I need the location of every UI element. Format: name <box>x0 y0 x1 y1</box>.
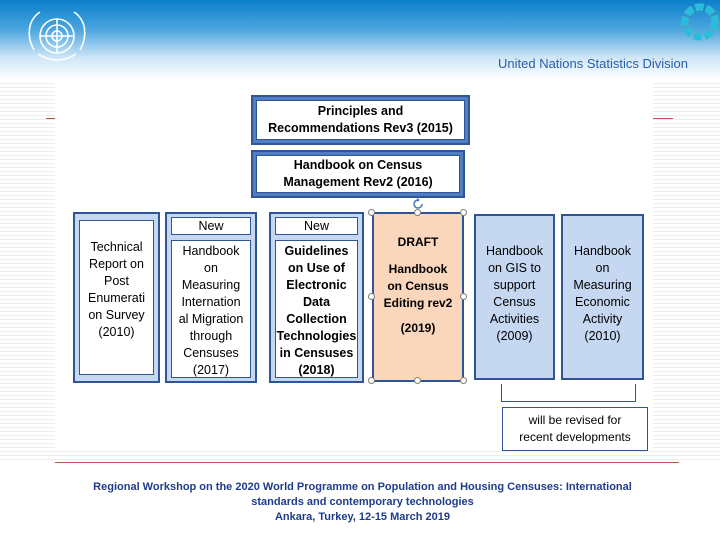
resize-handle[interactable] <box>414 377 421 384</box>
col2-line: al Migration <box>178 312 244 326</box>
resize-handle[interactable] <box>368 377 375 384</box>
col5-line: Handbook <box>486 244 543 258</box>
col6-line: on <box>595 261 610 275</box>
new-label: New <box>171 217 251 235</box>
sdg-wheel-icon <box>668 0 720 52</box>
revision-note-box <box>502 407 648 451</box>
electronic-data-collection-box <box>269 212 364 383</box>
footer-line-3: Ankara, Turkey, 12-15 March 2019 <box>274 511 451 523</box>
col4-year: (2019) <box>400 321 436 335</box>
resize-handle[interactable] <box>460 377 467 384</box>
resize-handle[interactable] <box>460 293 467 300</box>
col5-line: Activities <box>489 312 540 326</box>
col6-line: Economic <box>575 295 630 309</box>
col5-line: support <box>493 278 536 292</box>
col2-line: Internation <box>181 295 241 309</box>
col2-line: Handbook <box>182 244 240 258</box>
col1-line: Technical <box>90 240 143 254</box>
division-title: United Nations Statistics Division <box>498 56 689 71</box>
col3-line: Data <box>302 295 331 309</box>
col3-line: Collection <box>286 312 347 326</box>
un-emblem-icon <box>22 6 92 68</box>
col3-line: in Censuses <box>279 346 354 360</box>
col5-line: on GIS to <box>488 261 541 275</box>
col3-line: (2018) <box>298 363 335 377</box>
col5-line: Census <box>493 295 536 309</box>
footer-line-1: Regional Workshop on the 2020 World Programme on Population and Housing Censuses: International <box>93 481 632 493</box>
col5-line: (2009) <box>496 329 533 343</box>
col6-line: Measuring <box>573 278 632 292</box>
col4-line: Handbook <box>388 262 448 276</box>
top-box-2-line-2: Management Rev2 (2016) <box>283 175 433 189</box>
top-box-1-line-2: Recommendations Rev3 (2015) <box>268 121 453 135</box>
col1-line: Enumerati <box>88 291 145 305</box>
col4-line: on Census <box>387 279 449 293</box>
col2-line: Censuses <box>183 346 239 360</box>
group-bracket <box>501 384 636 402</box>
col3-line: Technologies <box>276 329 357 343</box>
header-banner <box>0 0 720 80</box>
col1-line: Report on <box>89 257 144 271</box>
footer-line-2: standards and contemporary technologies <box>251 496 474 508</box>
top-box-1-line-1: Principles and <box>317 104 404 118</box>
col1-line: on Survey <box>88 308 145 322</box>
col6-line: Handbook <box>574 244 631 258</box>
col2-line: Measuring <box>181 278 241 292</box>
economic-activity-handbook-box <box>561 214 644 380</box>
col2-line: through <box>189 329 233 343</box>
col4-line: Editing rev2 <box>383 296 453 310</box>
rotate-handle-icon[interactable] <box>411 197 425 211</box>
census-editing-draft-box[interactable] <box>372 212 464 382</box>
migration-handbook-box <box>165 212 257 383</box>
new-label: New <box>275 217 358 235</box>
col3-line: Electronic <box>286 278 347 292</box>
slide-diagram <box>55 80 653 450</box>
revision-note-line: will be revised for <box>528 413 622 427</box>
resize-handle[interactable] <box>368 209 375 216</box>
col3-line: on Use of <box>288 261 345 275</box>
col1-line: (2010) <box>98 325 135 339</box>
col6-line: (2010) <box>584 329 621 343</box>
census-management-box <box>251 150 465 198</box>
col1-line: Post <box>103 274 129 288</box>
top-box-2-line-1: Handbook on Census <box>293 158 423 172</box>
resize-handle[interactable] <box>368 293 375 300</box>
col2-line: on <box>204 261 218 275</box>
revision-note-line: recent developments <box>519 430 631 444</box>
footer-divider <box>55 462 679 463</box>
principles-recommendations-box <box>251 95 470 145</box>
technical-report-box <box>73 212 160 383</box>
gis-handbook-box <box>474 214 555 380</box>
draft-label: DRAFT <box>397 235 439 249</box>
col2-line: (2017) <box>192 363 230 377</box>
accent-line-right <box>653 118 673 119</box>
footer-caption <box>60 480 665 525</box>
col3-line: Guidelines <box>284 244 349 258</box>
col6-line: Activity <box>582 312 623 326</box>
resize-handle[interactable] <box>460 209 467 216</box>
